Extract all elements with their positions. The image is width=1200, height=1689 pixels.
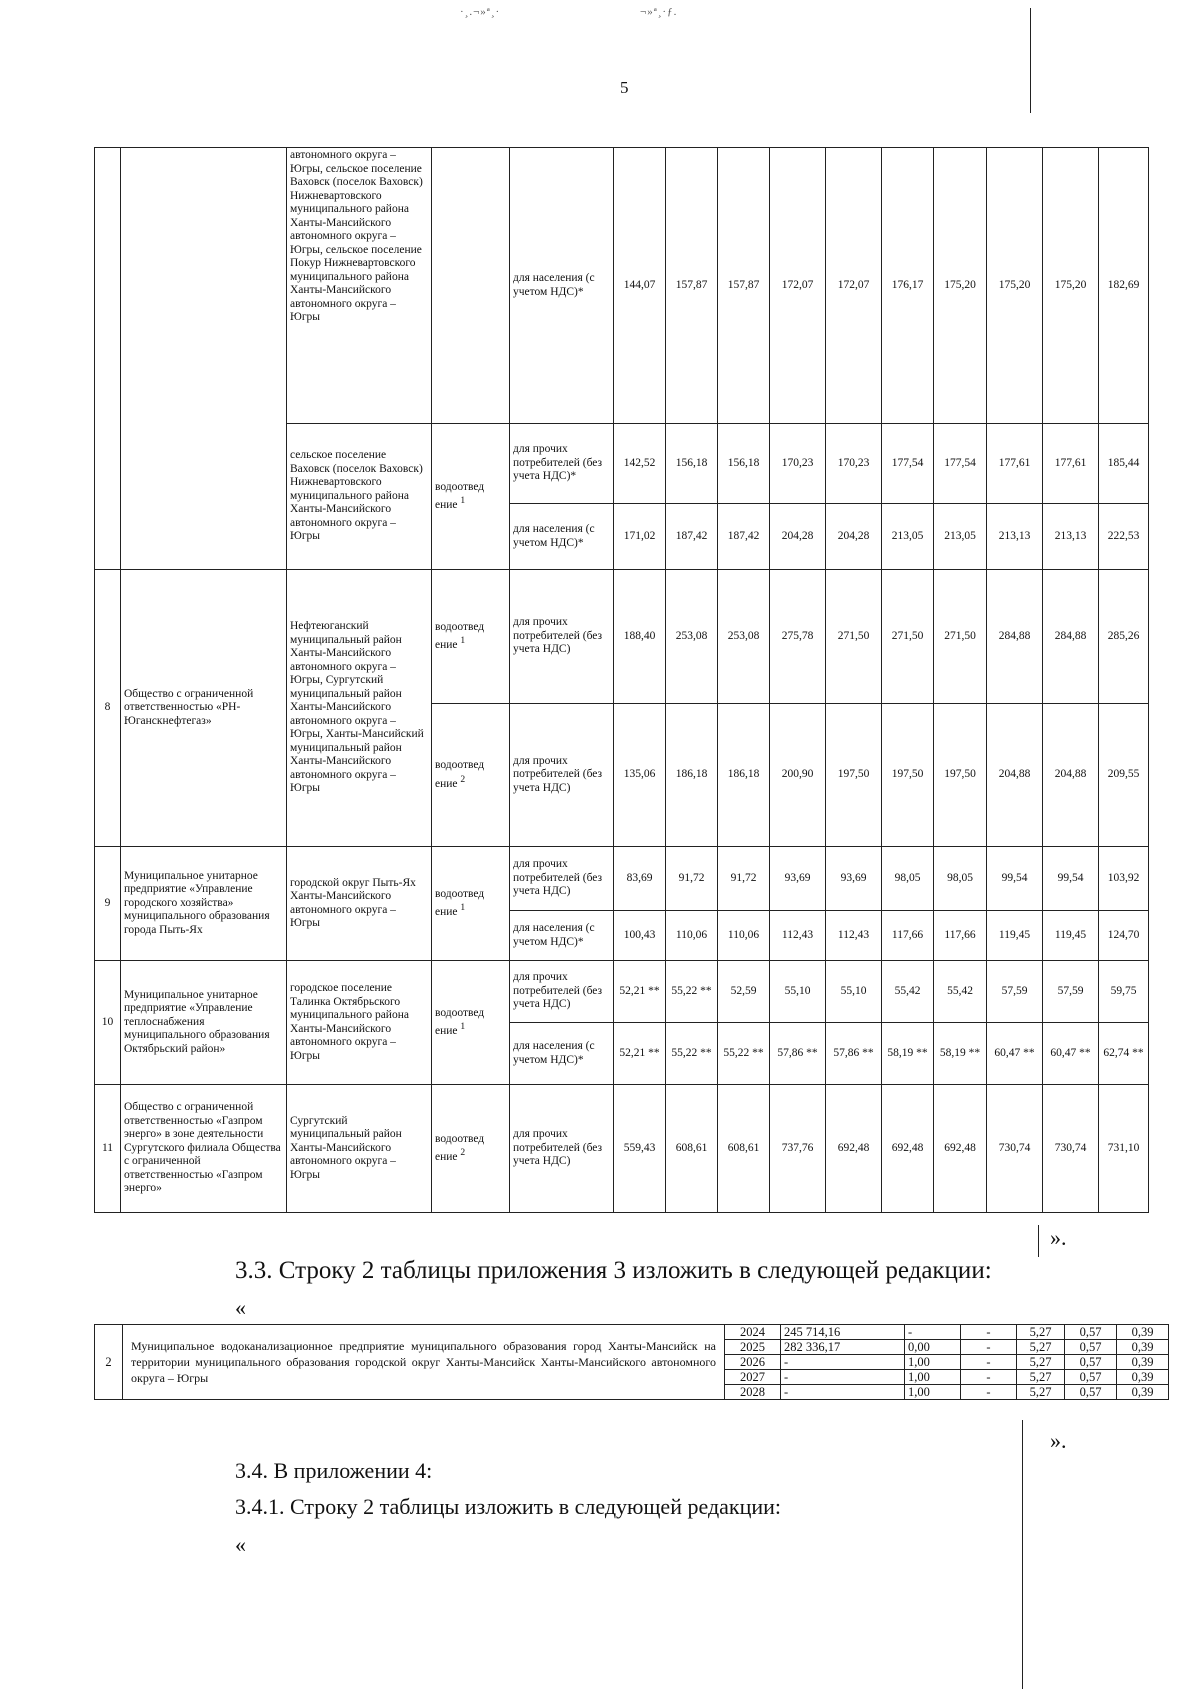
- value-cell: 253,08: [718, 570, 770, 704]
- value-cell: 93,69: [826, 847, 882, 911]
- year-cell: 2024: [725, 1325, 781, 1340]
- value-cell: 57,59: [987, 961, 1043, 1023]
- value-cell: 117,66: [934, 911, 987, 961]
- value-cell: 98,05: [934, 847, 987, 911]
- service-cell: водоотвед ение $^2$: [432, 1085, 510, 1213]
- value-cell: 55,42: [882, 961, 934, 1023]
- value-cell: 93,69: [770, 847, 826, 911]
- value-cell: 0,39: [1117, 1355, 1169, 1370]
- value-cell: -: [781, 1355, 905, 1370]
- value-cell: 119,45: [987, 911, 1043, 961]
- value-cell: -: [961, 1340, 1017, 1355]
- value-cell: 55,10: [826, 961, 882, 1023]
- value-cell: 83,69: [614, 847, 666, 911]
- organization-cell: Общество с ограниченной ответственностью «РН-Юганскнефтегаз»: [121, 570, 287, 847]
- value-cell: 58,19 **: [882, 1023, 934, 1085]
- value-cell: 156,18: [666, 424, 718, 504]
- value-cell: 60,47 **: [1043, 1023, 1099, 1085]
- value-cell: 91,72: [718, 847, 770, 911]
- value-cell: 209,55: [1099, 704, 1149, 847]
- value-cell: -: [781, 1385, 905, 1400]
- consumer-cell: для прочих потребителей (без учета НДС): [510, 1085, 614, 1213]
- value-cell: 284,88: [987, 570, 1043, 704]
- value-cell: 112,43: [826, 911, 882, 961]
- value-cell: 110,06: [666, 911, 718, 961]
- value-cell: -: [961, 1385, 1017, 1400]
- value-cell: 271,50: [882, 570, 934, 704]
- value-cell: 142,52: [614, 424, 666, 504]
- value-cell: 730,74: [1043, 1085, 1099, 1213]
- value-cell: 608,61: [666, 1085, 718, 1213]
- year-cell: 2027: [725, 1370, 781, 1385]
- opening-quote: «: [235, 1532, 246, 1557]
- value-cell: 52,59: [718, 961, 770, 1023]
- value-cell: 170,23: [770, 424, 826, 504]
- value-cell: 186,18: [666, 704, 718, 847]
- tariff-table: [94, 147, 1149, 1213]
- value-cell: 282 336,17: [781, 1340, 905, 1355]
- value-cell: 52,21 **: [614, 961, 666, 1023]
- value-cell: 0,57: [1065, 1385, 1117, 1400]
- row-number: 10: [95, 961, 121, 1085]
- row-number: 9: [95, 847, 121, 961]
- value-cell: 172,07: [826, 148, 882, 424]
- year-cell: 2026: [725, 1355, 781, 1370]
- table-row: [95, 847, 1149, 911]
- table-row: [95, 1085, 1149, 1213]
- value-cell: 187,42: [718, 504, 770, 570]
- value-cell: 55,10: [770, 961, 826, 1023]
- value-cell: 5,27: [1017, 1325, 1065, 1340]
- value-cell: 62,74 **: [1099, 1023, 1149, 1085]
- opening-quote: «: [235, 1295, 246, 1320]
- value-cell: 213,05: [934, 504, 987, 570]
- value-cell: 135,06: [614, 704, 666, 847]
- value-cell: 60,47 **: [987, 1023, 1043, 1085]
- value-cell: 91,72: [666, 847, 718, 911]
- value-cell: 186,18: [718, 704, 770, 847]
- value-cell: 0,39: [1117, 1340, 1169, 1355]
- value-cell: 204,28: [770, 504, 826, 570]
- organization-cell: Муниципальное унитарное предприятие «Управление городского хозяйства» муниципального образования города Пыть-Ях: [121, 847, 287, 961]
- value-cell: 100,43: [614, 911, 666, 961]
- consumer-cell: для прочих потребителей (без учета НДС): [510, 570, 614, 704]
- value-cell: 119,45: [1043, 911, 1099, 961]
- value-cell: 59,75: [1099, 961, 1149, 1023]
- value-cell: 188,40: [614, 570, 666, 704]
- scan-line: [1022, 1420, 1023, 1689]
- value-cell: 0,00: [905, 1340, 961, 1355]
- value-cell: 213,13: [1043, 504, 1099, 570]
- service-cell: водоотвед ение $^1$: [432, 961, 510, 1085]
- value-cell: 200,90: [770, 704, 826, 847]
- paragraph-3-3: 3.3. Строку 2 таблицы приложения 3 изложить в следующей редакции:: [235, 1257, 992, 1284]
- value-cell: 245 714,16: [781, 1325, 905, 1340]
- row-number: 8: [95, 570, 121, 847]
- value-cell: 175,20: [934, 148, 987, 424]
- value-cell: 57,86 **: [826, 1023, 882, 1085]
- value-cell: -: [905, 1325, 961, 1340]
- value-cell: 99,54: [987, 847, 1043, 911]
- value-cell: 175,20: [1043, 148, 1099, 424]
- value-cell: 0,39: [1117, 1370, 1169, 1385]
- value-cell: 99,54: [1043, 847, 1099, 911]
- value-cell: 0,39: [1117, 1385, 1169, 1400]
- value-cell: 692,48: [934, 1085, 987, 1213]
- table-row: [95, 148, 1149, 424]
- value-cell: -: [961, 1325, 1017, 1340]
- value-cell: 117,66: [882, 911, 934, 961]
- value-cell: 0,39: [1117, 1325, 1169, 1340]
- value-cell: 222,53: [1099, 504, 1149, 570]
- value-cell: 58,19 **: [934, 1023, 987, 1085]
- territory-cell: городское поселение Талинка Октябрьского муниципального района Ханты-Мансийского автономного округа – Югры: [287, 961, 432, 1085]
- value-cell: 213,05: [882, 504, 934, 570]
- value-cell: 213,13: [987, 504, 1043, 570]
- service-cell: водоотвед ение $^1$: [432, 847, 510, 961]
- value-cell: 112,43: [770, 911, 826, 961]
- value-cell: 177,54: [934, 424, 987, 504]
- value-cell: 197,50: [882, 704, 934, 847]
- value-cell: 182,69: [1099, 148, 1149, 424]
- value-cell: 171,02: [614, 504, 666, 570]
- value-cell: 176,17: [882, 148, 934, 424]
- closing-quote: ».: [1050, 1428, 1067, 1453]
- value-cell: 55,22 **: [666, 1023, 718, 1085]
- value-cell: 110,06: [718, 911, 770, 961]
- value-cell: 144,07: [614, 148, 666, 424]
- service-cell: водоотвед ение $^1$: [432, 570, 510, 704]
- value-cell: -: [781, 1370, 905, 1385]
- table-row: [95, 1325, 1169, 1340]
- consumer-cell: для населения (с учетом НДС)*: [510, 504, 614, 570]
- value-cell: 1,00: [905, 1370, 961, 1385]
- value-cell: 103,92: [1099, 847, 1149, 911]
- consumer-cell: для прочих потребителей (без учета НДС)*: [510, 424, 614, 504]
- value-cell: 185,44: [1099, 424, 1149, 504]
- value-cell: 284,88: [1043, 570, 1099, 704]
- year-cell: 2025: [725, 1340, 781, 1355]
- service-cell: водоотвед ение $^2$: [432, 704, 510, 847]
- consumer-cell: для населения (с учетом НДС)*: [510, 911, 614, 961]
- organization-cell: Общество с ограниченной ответственностью «Газпром энерго» в зоне деятельности Сургутского филиала Общества с ограниченной ответственностью «Газпром энерго»: [121, 1085, 287, 1213]
- paragraph-3-4-1: 3.4.1. Строку 2 таблицы изложить в следующей редакции:: [235, 1494, 782, 1519]
- value-cell: 559,43: [614, 1085, 666, 1213]
- value-cell: 177,54: [882, 424, 934, 504]
- value-cell: 197,50: [934, 704, 987, 847]
- value-cell: 730,74: [987, 1085, 1043, 1213]
- value-cell: 271,50: [826, 570, 882, 704]
- value-cell: 692,48: [826, 1085, 882, 1213]
- organization-cell: Муниципальное водоканализационное предприятие муниципального образования город Ханты-Мансийск на территории муниципального образования городской округ Ханты-Мансийск Ханты-Мансийского автономного округа – Югры: [123, 1325, 725, 1400]
- territory-cell: Сургутский муниципальный район Ханты-Мансийского автономного округа – Югры: [287, 1085, 432, 1213]
- value-cell: 177,61: [987, 424, 1043, 504]
- value-cell: 204,88: [987, 704, 1043, 847]
- value-cell: 253,08: [666, 570, 718, 704]
- territory-cell: сельское поселение Ваховск (поселок Ваховск) Нижневартовского муниципального района Ханты-Мансийского автономного округа – Югры: [287, 424, 432, 570]
- value-cell: 55,22 **: [666, 961, 718, 1023]
- value-cell: 52,21 **: [614, 1023, 666, 1085]
- value-cell: 0,57: [1065, 1370, 1117, 1385]
- value-cell: 55,42: [934, 961, 987, 1023]
- value-cell: 175,20: [987, 148, 1043, 424]
- territory-cell: городской округ Пыть-Ях Ханты-Мансийского автономного округа – Югры: [287, 847, 432, 961]
- closing-quote: ».: [1050, 1225, 1067, 1250]
- value-cell: 271,50: [934, 570, 987, 704]
- value-cell: 170,23: [826, 424, 882, 504]
- value-cell: 204,28: [826, 504, 882, 570]
- value-cell: 57,59: [1043, 961, 1099, 1023]
- value-cell: 5,27: [1017, 1370, 1065, 1385]
- value-cell: 55,22 **: [718, 1023, 770, 1085]
- page-number: 5: [620, 78, 629, 97]
- value-cell: 156,18: [718, 424, 770, 504]
- value-cell: 1,00: [905, 1385, 961, 1400]
- value-cell: 5,27: [1017, 1355, 1065, 1370]
- scan-mark: ·¸.¬»ª¸·: [460, 6, 501, 18]
- consumer-cell: для населения (с учетом НДС)*: [510, 148, 614, 424]
- value-cell: 98,05: [882, 847, 934, 911]
- value-cell: -: [961, 1355, 1017, 1370]
- year-cell: 2028: [725, 1385, 781, 1400]
- value-cell: 197,50: [826, 704, 882, 847]
- value-cell: 608,61: [718, 1085, 770, 1213]
- value-cell: 692,48: [882, 1085, 934, 1213]
- value-cell: 172,07: [770, 148, 826, 424]
- consumer-cell: для прочих потребителей (без учета НДС): [510, 847, 614, 911]
- organization-cell: Муниципальное унитарное предприятие «Управление теплоснабжения муниципального образования Октябрьский район»: [121, 961, 287, 1085]
- value-cell: 0,57: [1065, 1325, 1117, 1340]
- table-row: [95, 570, 1149, 704]
- scan-line: [1030, 8, 1031, 113]
- value-cell: 5,27: [1017, 1385, 1065, 1400]
- value-cell: 0,57: [1065, 1355, 1117, 1370]
- value-cell: 0,57: [1065, 1340, 1117, 1355]
- consumer-cell: для населения (с учетом НДС)*: [510, 1023, 614, 1085]
- value-cell: 157,87: [718, 148, 770, 424]
- value-cell: 285,26: [1099, 570, 1149, 704]
- value-cell: 1,00: [905, 1355, 961, 1370]
- value-cell: 5,27: [1017, 1340, 1065, 1355]
- table-appendix-3-row-2: [94, 1324, 1169, 1400]
- value-cell: 187,42: [666, 504, 718, 570]
- consumer-cell: для прочих потребителей (без учета НДС): [510, 704, 614, 847]
- value-cell: -: [961, 1370, 1017, 1385]
- scan-mark: ¬»ª¸·ƒ.: [640, 6, 678, 18]
- value-cell: 124,70: [1099, 911, 1149, 961]
- consumer-cell: для прочих потребителей (без учета НДС): [510, 961, 614, 1023]
- paragraph-3-4: 3.4. В приложении 4:: [235, 1458, 433, 1483]
- value-cell: 57,86 **: [770, 1023, 826, 1085]
- territory-cell: автономного округа – Югры, сельское поселение Ваховск (поселок Ваховск) Нижневартовского муниципального района Ханты-Мансийского автономного округа – Югры, сельское поселение Покур Нижневартовского муниципального района Ханты-Мансийского автономного округа – Югры: [287, 148, 432, 424]
- table-row: [95, 961, 1149, 1023]
- row-number: 11: [95, 1085, 121, 1213]
- row-number: 2: [95, 1325, 123, 1400]
- service-cell: водоотвед ение $^1$: [432, 424, 510, 570]
- value-cell: 737,76: [770, 1085, 826, 1213]
- value-cell: 204,88: [1043, 704, 1099, 847]
- value-cell: 177,61: [1043, 424, 1099, 504]
- scan-line: [1038, 1225, 1039, 1257]
- value-cell: 157,87: [666, 148, 718, 424]
- value-cell: 731,10: [1099, 1085, 1149, 1213]
- value-cell: 275,78: [770, 570, 826, 704]
- territory-cell: Нефтеюганский муниципальный район Ханты-Мансийского автономного округа – Югры, Сургутский муниципальный район Ханты-Мансийского автономного округа – Югры, Ханты-Мансийский муниципальный район Ханты-Мансийского автономного округа – Югры: [287, 570, 432, 847]
